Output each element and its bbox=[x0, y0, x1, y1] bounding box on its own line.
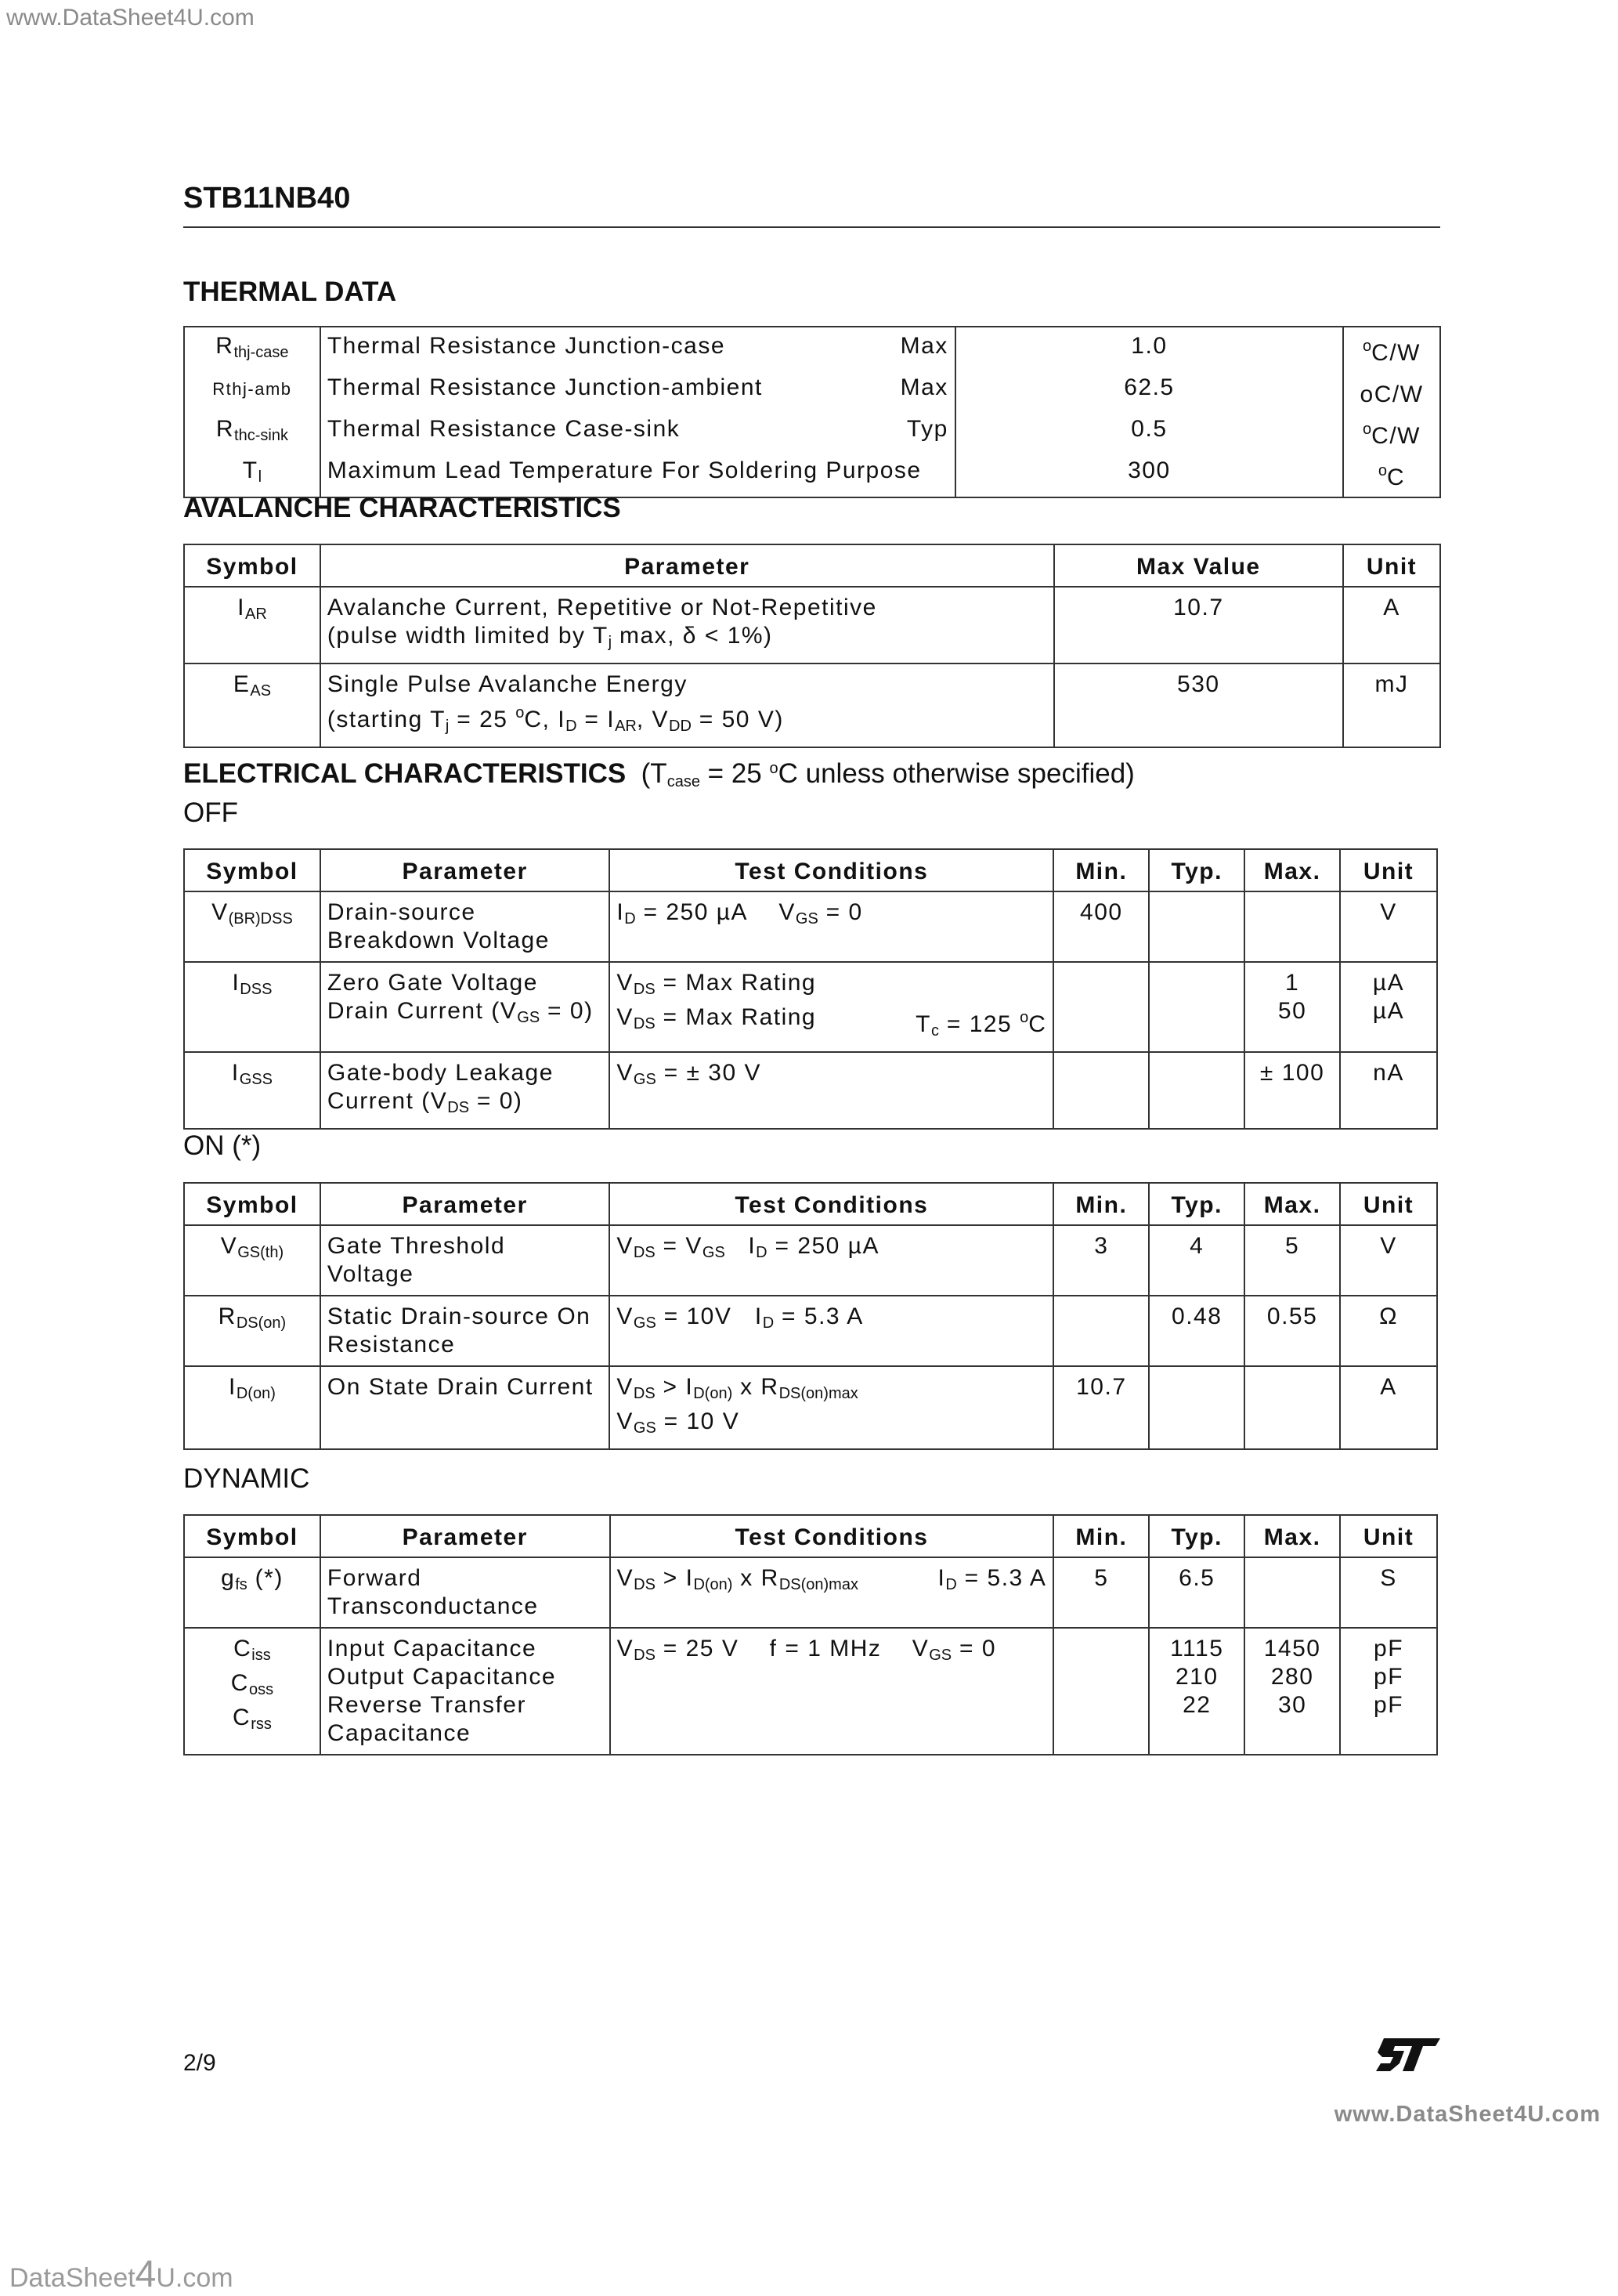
max-cell: ± 100 bbox=[1244, 1052, 1340, 1129]
unit-cell: $^o$C bbox=[1343, 454, 1440, 497]
value-cell: 0.5 bbox=[955, 412, 1343, 454]
column-header: Symbol bbox=[184, 849, 320, 891]
min-cell bbox=[1053, 962, 1149, 1052]
conditions-cell: $V_{DS} > I_{D(on)}$ x $R_{DS(on)max}$ $I_D = 5.3$ A bbox=[610, 1557, 1054, 1628]
symbol-cell: $R_{thj-case}$ bbox=[184, 327, 320, 371]
conditions-cell: $V_{DS}$ = Max Rating $V_{DS}$ = Max Rating $T_c = 125$ $^o$C bbox=[609, 962, 1053, 1052]
typ-cell bbox=[1149, 1366, 1244, 1449]
min-cell bbox=[1053, 1628, 1149, 1755]
conditions-cell: $V_{DS} = 25$ V f = 1 MHz $V_{GS} = 0$ bbox=[610, 1628, 1054, 1755]
min-cell bbox=[1053, 1052, 1149, 1129]
unit-cell: $^o$C/W bbox=[1343, 412, 1440, 454]
max-cell: 0.55 bbox=[1244, 1296, 1340, 1366]
parameter-cell: On State Drain Current bbox=[320, 1366, 610, 1449]
symbol-cell: $I_{GSS}$ bbox=[184, 1052, 320, 1129]
avalanche-heading: AVALANCHE CHARACTERISTICS bbox=[183, 493, 621, 523]
max-cell: 1450 280 30 bbox=[1244, 1628, 1340, 1755]
dynamic-subheading: DYNAMIC bbox=[183, 1463, 310, 1494]
column-header: Parameter bbox=[320, 849, 610, 891]
st-logo-icon bbox=[1374, 2037, 1442, 2077]
unit-cell: S bbox=[1340, 1557, 1437, 1628]
parameter-cell: Avalanche Current, Repetitive or Not-Repetitive (pulse width limited by $T_j$ max, δ < 1%) bbox=[320, 587, 1054, 663]
column-header: Parameter bbox=[320, 1515, 610, 1557]
watermark-top: www.DataSheet4U.com bbox=[6, 5, 255, 31]
parameter-cell: Forward Transconductance bbox=[320, 1557, 610, 1628]
typ-cell: 6.5 bbox=[1149, 1557, 1244, 1628]
max-cell bbox=[1244, 891, 1340, 962]
min-cell: 400 bbox=[1053, 891, 1149, 962]
parameter-cell: Thermal Resistance Junction-ambient Max bbox=[320, 371, 955, 412]
dynamic-characteristics-table bbox=[183, 1514, 1438, 1755]
column-header: Unit bbox=[1343, 544, 1440, 587]
table-row bbox=[184, 663, 1440, 747]
unit-cell: pF pF pF bbox=[1340, 1628, 1437, 1755]
symbol-cell: $I_{AR}$ bbox=[184, 587, 320, 663]
column-header: Min. bbox=[1053, 1183, 1149, 1225]
thermal-data-heading: THERMAL DATA bbox=[183, 277, 397, 307]
thermal-data-table bbox=[183, 326, 1441, 498]
typ-cell bbox=[1149, 962, 1244, 1052]
parameter-cell: Drain-source Breakdown Voltage bbox=[320, 891, 610, 962]
typ-cell: 1115 210 22 bbox=[1149, 1628, 1244, 1755]
column-header: Typ. bbox=[1149, 1183, 1244, 1225]
column-header: Typ. bbox=[1149, 1515, 1244, 1557]
unit-cell: V bbox=[1340, 1225, 1437, 1296]
symbol-cell: $T_l$ bbox=[184, 454, 320, 497]
conditions-cell: $V_{DS} = V_{GS}$ $I_D = 250$ µA bbox=[609, 1225, 1053, 1296]
column-header: Test Conditions bbox=[609, 1183, 1053, 1225]
table-row bbox=[184, 371, 1440, 412]
electrical-conditions-note: ($T_{case} = 25$ $^o$C unless otherwise specified) bbox=[641, 758, 1135, 790]
min-cell bbox=[1053, 1296, 1149, 1366]
symbol-cell: $E_{AS}$ bbox=[184, 663, 320, 747]
column-header: Min. bbox=[1053, 849, 1149, 891]
column-header: Parameter bbox=[320, 544, 1054, 587]
conditions-cell: $I_D = 250$ µA $V_{GS} = 0$ bbox=[609, 891, 1053, 962]
max-cell bbox=[1244, 1557, 1340, 1628]
typ-cell: 0.48 bbox=[1149, 1296, 1244, 1366]
parameter-cell: Gate Threshold Voltage bbox=[320, 1225, 610, 1296]
unit-cell: oC/W bbox=[1343, 371, 1440, 412]
column-header: Max. bbox=[1244, 849, 1340, 891]
unit-cell: $^o$C/W bbox=[1343, 327, 1440, 371]
electrical-heading: ELECTRICAL CHARACTERISTICS ($T_{case} = 25$ $^o$C unless otherwise specified) bbox=[183, 758, 1135, 790]
on-characteristics-table bbox=[183, 1182, 1438, 1450]
min-cell: 3 bbox=[1053, 1225, 1149, 1296]
page-number: 2/9 bbox=[183, 2050, 216, 2076]
min-cell: 5 bbox=[1053, 1557, 1149, 1628]
table-row bbox=[184, 1628, 1437, 1755]
parameter-cell: Input Capacitance Output Capacitance Reverse Transfer Capacitance bbox=[320, 1628, 610, 1755]
unit-cell: A bbox=[1343, 587, 1440, 663]
column-header: Unit bbox=[1340, 1183, 1437, 1225]
max-cell: 5 bbox=[1244, 1225, 1340, 1296]
typ-cell bbox=[1149, 891, 1244, 962]
table-row bbox=[184, 891, 1437, 962]
table-row bbox=[184, 412, 1440, 454]
column-header: Test Conditions bbox=[610, 1515, 1054, 1557]
unit-cell: V bbox=[1340, 891, 1437, 962]
symbol-cell: $V_{GS(th)}$ bbox=[184, 1225, 320, 1296]
parameter-cell: Maximum Lead Temperature For Soldering Purpose bbox=[320, 454, 955, 497]
symbol-cell: $I_{D(on)}$ bbox=[184, 1366, 320, 1449]
table-row bbox=[184, 587, 1440, 663]
parameter-cell: Gate-body Leakage Current $(V_{DS} = 0)$ bbox=[320, 1052, 610, 1129]
column-header: Parameter bbox=[320, 1183, 610, 1225]
off-characteristics-table bbox=[183, 848, 1438, 1130]
unit-cell: A bbox=[1340, 1366, 1437, 1449]
column-header: Unit bbox=[1340, 1515, 1437, 1557]
symbol-cell: $R_{DS(on)}$ bbox=[184, 1296, 320, 1366]
table-header-row bbox=[184, 1183, 1437, 1225]
unit-cell: µA µA bbox=[1340, 962, 1437, 1052]
column-header: Symbol bbox=[184, 1183, 320, 1225]
symbol-cell: $C_{iss}$ $C_{oss}$ $C_{rss}$ bbox=[184, 1628, 320, 1755]
parameter-cell: Static Drain-source On Resistance bbox=[320, 1296, 610, 1366]
table-row bbox=[184, 327, 1440, 371]
on-subheading: ON (*) bbox=[183, 1130, 262, 1161]
table-header-row bbox=[184, 849, 1437, 891]
min-cell: 10.7 bbox=[1053, 1366, 1149, 1449]
column-header: Min. bbox=[1053, 1515, 1149, 1557]
conditions-cell: $V_{DS} > I_{D(on)}$ x $R_{DS(on)max}$ $V_{GS} = 10$ V bbox=[609, 1366, 1053, 1449]
max-cell bbox=[1244, 1366, 1340, 1449]
parameter-cell: Zero Gate Voltage Drain Current $(V_{GS} = 0)$ bbox=[320, 962, 610, 1052]
table-row bbox=[184, 1296, 1437, 1366]
table-row bbox=[184, 1225, 1437, 1296]
unit-cell: mJ bbox=[1343, 663, 1440, 747]
table-row bbox=[184, 454, 1440, 497]
typ-cell: 4 bbox=[1149, 1225, 1244, 1296]
off-subheading: OFF bbox=[183, 797, 238, 828]
typ-cell bbox=[1149, 1052, 1244, 1129]
max-cell: 1 50 bbox=[1244, 962, 1340, 1052]
column-header: Test Conditions bbox=[609, 849, 1053, 891]
unit-cell: nA bbox=[1340, 1052, 1437, 1129]
unit-cell: Ω bbox=[1340, 1296, 1437, 1366]
title-divider bbox=[183, 226, 1440, 228]
table-header-row bbox=[184, 544, 1440, 587]
symbol-cell: $I_{DSS}$ bbox=[184, 962, 320, 1052]
column-header: Symbol bbox=[184, 1515, 320, 1557]
parameter-cell: Thermal Resistance Case-sink Typ bbox=[320, 412, 955, 454]
value-cell: 1.0 bbox=[955, 327, 1343, 371]
table-row bbox=[184, 1366, 1437, 1449]
column-header: Unit bbox=[1340, 849, 1437, 891]
column-header: Max. bbox=[1244, 1183, 1340, 1225]
value-cell: 530 bbox=[1054, 663, 1344, 747]
table-header-row bbox=[184, 1515, 1437, 1557]
table-row bbox=[184, 1052, 1437, 1129]
conditions-cell: $V_{GS}$ = ± 30 V bbox=[609, 1052, 1053, 1129]
symbol-cell: Rthj-amb bbox=[184, 371, 320, 412]
value-cell: 62.5 bbox=[955, 371, 1343, 412]
symbol-cell: $V_{(BR)DSS}$ bbox=[184, 891, 320, 962]
column-header: Symbol bbox=[184, 544, 320, 587]
table-row bbox=[184, 962, 1437, 1052]
symbol-cell: $R_{thc-sink}$ bbox=[184, 412, 320, 454]
column-header: Max. bbox=[1244, 1515, 1340, 1557]
column-header: Max Value bbox=[1054, 544, 1344, 587]
watermark-bottom: DataSheet4U.com bbox=[9, 2254, 233, 2295]
symbol-cell: $g_{fs}$ (*) bbox=[184, 1557, 320, 1628]
parameter-cell: Single Pulse Avalanche Energy (starting $T_j = 25$ $^o$C, $I_D = I_{AR}$, $V_{DD} = 50$ V) bbox=[320, 663, 1054, 747]
value-cell: 10.7 bbox=[1054, 587, 1344, 663]
avalanche-table bbox=[183, 544, 1441, 748]
table-row bbox=[184, 1557, 1437, 1628]
conditions-cell: $V_{GS} = 10V$ $I_D = 5.3$ A bbox=[609, 1296, 1053, 1366]
document-title: STB11NB40 bbox=[183, 182, 351, 215]
parameter-cell: Thermal Resistance Junction-case Max bbox=[320, 327, 955, 371]
watermark-right: www.DataSheet4U.com bbox=[1334, 2102, 1601, 2127]
column-header: Typ. bbox=[1149, 849, 1244, 891]
value-cell: 300 bbox=[955, 454, 1343, 497]
